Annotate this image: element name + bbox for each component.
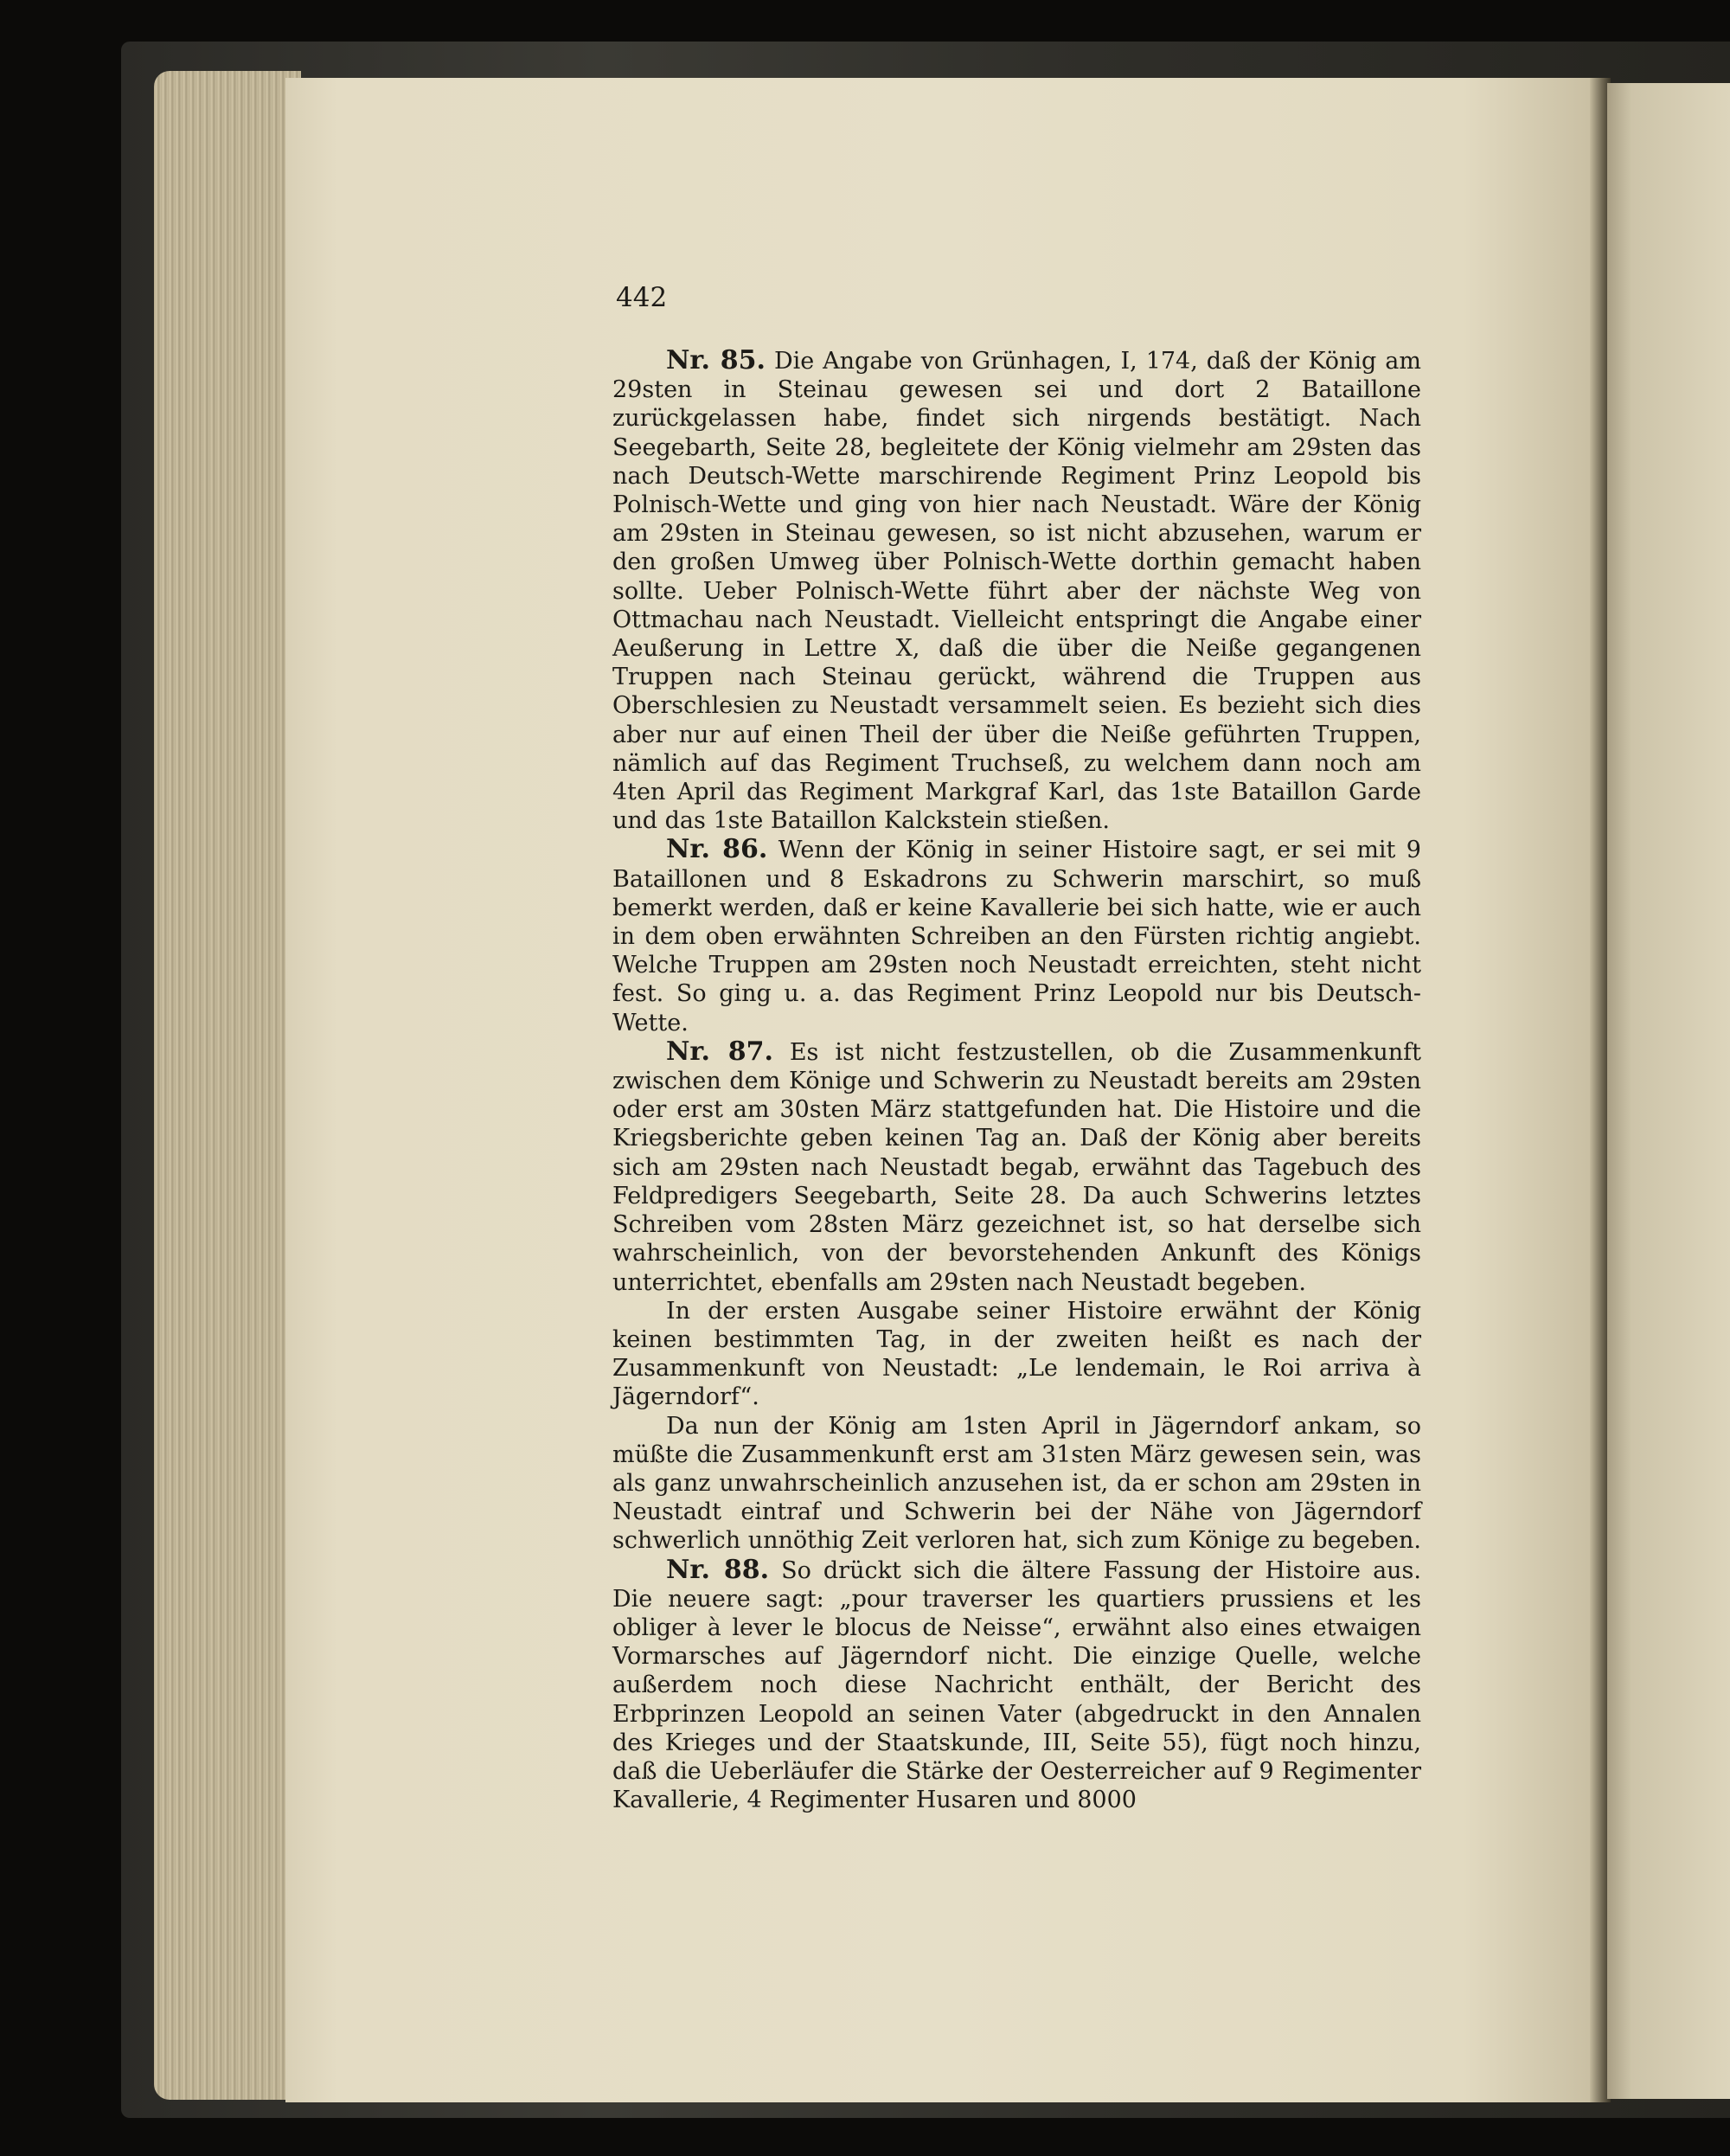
paragraph-text: Da nun der König am 1sten April in Jägerndorf ankam, so müßte die Zusammenkunft erst am 31sten März gewesen sein, was als ganz unwahrscheinlich anzusehen ist, da er schon am 29sten in Neustadt eintraf und Schwerin bei der Nähe von Jägerndorf schwerlich unnöthig Zeit verloren hat, sich zum Könige zu begeben. — [612, 1412, 1421, 1555]
paragraph-text: So drückt sich die ältere Fassung der Histoire aus. Die neuere sagt: „pour traverser les quartiers prussiens et les obliger à lever le blocus de Neisse“, erwähnt also eines etwaigen Vormarsches auf Jägerndorf nicht. Die einzige Quelle, welche außerdem noch diese Nachricht enthält, der Bericht des Erbprinzen Leopold an seinen Vater (abgedruckt in den Annalen des Krieges und der Staatskunde, III, Seite 55), fügt noch hinzu, daß die Ueberläufer die Stärke der Oesterreicher auf 9 Regimenter Kavallerie, 4 Regimenter Husaren und 8000 — [612, 1556, 1421, 1814]
note-label: Nr. 88. — [666, 1554, 770, 1585]
paragraph-nr-87 — [612, 1037, 1421, 1297]
facing-page — [1607, 83, 1730, 2099]
paragraph-text: In der ersten Ausgabe seiner Histoire erwähnt der König keinen bestimmten Tag, in der zweiten heißt es nach der Zusammenkunft von Neustadt: „Le lendemain, le Roi arriva à Jägerndorf“. — [612, 1297, 1421, 1411]
note-label: Nr. 87. — [666, 1036, 773, 1067]
text-block — [612, 346, 1421, 1814]
paragraph-text: Die Angabe von Grünhagen, I, 174, daß der König am 29sten in Steinau gewesen sei und dort 2 Bataillone zurückgelassen habe, findet sich nirgends bestätigt. Nach Seegebarth, Seite 28, begleitete der König vielmehr am 29sten das nach Deutsch-Wette marschirende Regiment Prinz Leopold bis Polnisch-Wette und ging von hier nach Neustadt. Wäre der König am 29sten in Steinau gewesen, so ist nicht abzusehen, warum er den großen Umweg über Polnisch-Wette dorthin gemacht haben sollte. Ueber Polnisch-Wette führt aber der nächste Weg von Ottmachau nach Neustadt. Vielleicht entspringt die Angabe einer Aeußerung in Lettre X, daß die über die Neiße gegangenen Truppen nach Steinau gerückt, während die Truppen aus Oberschlesien zu Neustadt versammelt seien. Es bezieht sich dies aber nur auf einen Theil der über die Neiße geführten Truppen, nämlich auf das Regiment Truchseß, zu welchem dann noch am 4ten April das Regiment Markgraf Karl, das 1ste Bataillon Garde und das 1ste Bataillon Kalckstein stießen. — [612, 348, 1421, 835]
paragraph-nr-86 — [612, 835, 1421, 1036]
page-number: 442 — [616, 282, 668, 313]
paragraph-nr-88 — [612, 1556, 1421, 1815]
paragraph-nr-85 — [612, 346, 1421, 835]
paragraph-text: Es ist nicht festzustellen, ob die Zusammenkunft zwischen dem Könige und Schwerin zu Neustadt bereits am 29sten oder erst am 30sten März stattgefunden hat. Die Histoire und die Kriegsberichte geben keinen Tag an. Daß der König aber bereits sich am 29sten nach Neustadt begab, erwähnt das Tagebuch des Feldpredigers Seegebarth, Seite 28. Da auch Schwerins letztes Schreiben vom 28sten März gezeichnet ist, so hat derselbe sich wahrscheinlich, von der bevorstehenden Ankunft des Königs unterrichtet, ebenfalls am 29sten nach Neustadt begeben. — [612, 1038, 1421, 1296]
paragraph-text: Wenn der König in seiner Histoire sagt, er sei mit 9 Bataillonen und 8 Eskadrons zu Schwerin marschirt, so muß bemerkt werden, daß er keine Kavallerie bei sich hatte, wie er auch in dem oben erwähnten Schreiben an den Fürsten richtig angiebt. Welche Truppen am 29sten noch Neustadt erreichten, steht nicht fest. So ging u. a. das Regiment Prinz Leopold nur bis Deutsch-Wette. — [612, 837, 1421, 1036]
paragraph-first-edition — [612, 1297, 1421, 1412]
note-label: Nr. 86. — [666, 834, 768, 865]
page-stack-edge — [154, 71, 301, 2100]
note-label: Nr. 85. — [666, 345, 766, 375]
paragraph-jaegerndorf — [612, 1412, 1421, 1556]
